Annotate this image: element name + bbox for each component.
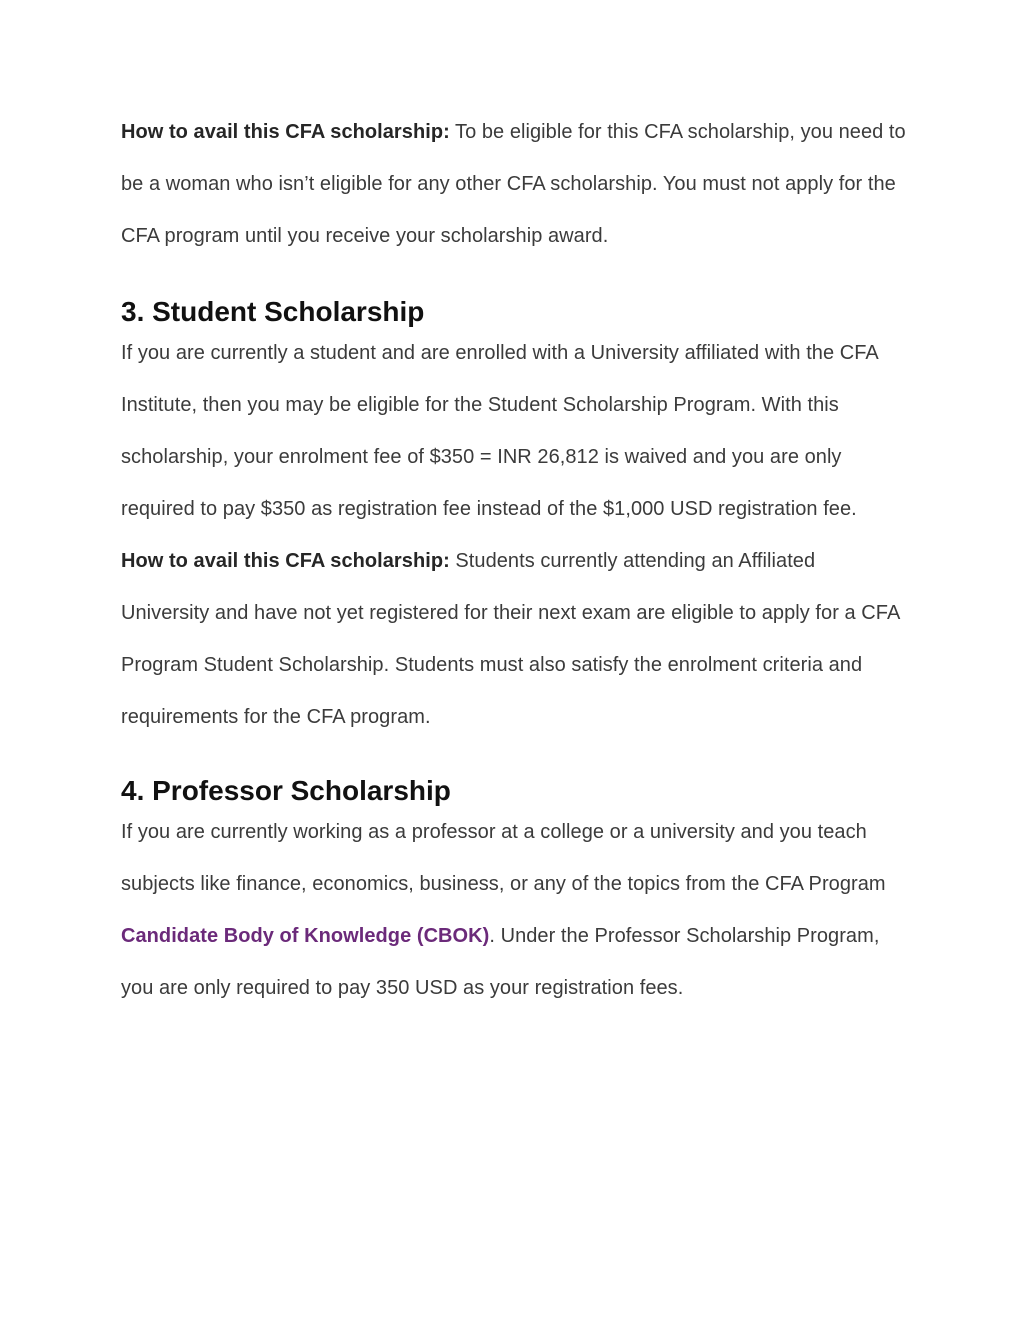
professor-text-before-link: If you are currently working as a professor at a college or a university and you teach subjects like finance, economics, business, or any of the topics from the CFA Program (121, 821, 886, 895)
student-how-to-paragraph (121, 535, 906, 743)
how-to-avail-label: How to avail this CFA scholarship: (121, 121, 450, 143)
student-scholarship-heading: 3. Student Scholarship (121, 296, 425, 327)
how-to-avail-text: To be eligible for this CFA scholarship, you need to be a woman who isn’t eligible for any other CFA scholarship. You must not apply for the CFA program until you receive your scholarship award. (121, 121, 906, 247)
professor-text-after-link: . Under the Professor Scholarship Program, you are only required to pay 350 USD as your registration fees. (121, 925, 880, 999)
professor-scholarship-heading: 4. Professor Scholarship (121, 775, 451, 806)
how-to-avail-label: How to avail this CFA scholarship: (121, 550, 450, 572)
women-scholarship-how-to-paragraph (121, 106, 906, 262)
professor-scholarship-paragraph (121, 806, 906, 1014)
student-scholarship-paragraph: If you are currently a student and are enrolled with a University affiliated with the CFA Institute, then you may be eligible for the Student Scholarship Program. With this scholarship, your enrolment fee of $350 = INR 26,812 is waived and you are only required to pay $350 as registration fee instead of the $1,000 USD registration fee. (121, 342, 878, 520)
how-to-avail-text: Students currently attending an Affiliated University and have not yet registered for their next exam are eligible to apply for a CFA Program Student Scholarship. Students must also satisfy the enrolment criteria and requirements for the CFA program. (121, 550, 900, 728)
cbok-link[interactable]: Candidate Body of Knowledge (CBOK) (121, 925, 490, 947)
document-page (121, 106, 906, 1014)
